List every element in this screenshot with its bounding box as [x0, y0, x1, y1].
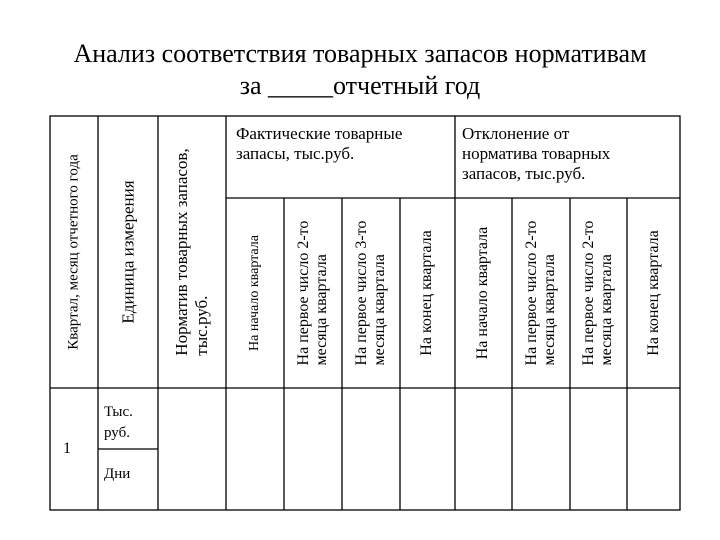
header-deviation-line-3: запасов, тыс.руб. [462, 164, 586, 183]
deviation-col-1-line-1: На начало квартала [474, 226, 491, 360]
deviation-col-2-line-1: На первое число 2-то [523, 220, 540, 366]
actual-col-4-line-1: На конец квартала [418, 230, 435, 356]
header-deviation-group [462, 124, 610, 184]
header-actual-col-2 [295, 221, 331, 366]
header-deviation-line-2: норматива товарных [462, 144, 611, 163]
actual-col-3-line-2: месяца квартала [371, 254, 388, 366]
header-deviation-col-4 [645, 230, 663, 355]
header-actual-col-3 [353, 221, 389, 366]
deviation-col-3-line-2: месяца квартала [598, 254, 615, 366]
header-deviation-col-1 [474, 227, 492, 359]
header-actual-group [236, 124, 402, 164]
row-quarter-value: 1 [63, 440, 71, 457]
title-line-2: за _____отчетный год [239, 71, 481, 100]
actual-col-3-line-1: На первое число 3-то [353, 220, 370, 366]
header-unit: Единица измерения [118, 180, 138, 324]
header-actual-line-1: Фактические товарные [236, 124, 403, 143]
row-unit-thousand-rub [104, 402, 133, 444]
header-norm [172, 148, 212, 355]
deviation-col-2-line-2: месяца квартала [541, 254, 558, 366]
actual-col-2-line-1: На первое число 2-то [295, 220, 312, 366]
header-deviation-col-2 [523, 221, 559, 366]
deviation-col-3-line-1: На первое число 2-то [580, 220, 597, 366]
header-quarter-month: Квартал, месяц отчетного года [65, 154, 82, 350]
header-deviation-col-3 [580, 221, 616, 366]
header-norm-line-1: Норматив товарных запасов, [172, 148, 191, 356]
header-deviation-line-1: Отклонение от [462, 124, 570, 143]
header-actual-col-4 [418, 230, 436, 355]
actual-col-1-line-1: На начало квартала [247, 235, 262, 351]
deviation-col-4-line-1: На конец квартала [645, 230, 662, 356]
header-actual-col-1 [247, 235, 263, 351]
unit-line-2: руб. [104, 425, 130, 441]
title-line-1: Анализ соответствия товарных запасов нормативам [73, 39, 647, 68]
header-norm-line-2: тыс.руб. [192, 295, 211, 356]
header-actual-line-2: запасы, тыс.руб. [236, 144, 355, 163]
unit-line-1: Тыс. [104, 404, 133, 420]
row-unit-days: Дни [104, 466, 131, 482]
actual-col-2-line-2: месяца квартала [313, 254, 330, 366]
